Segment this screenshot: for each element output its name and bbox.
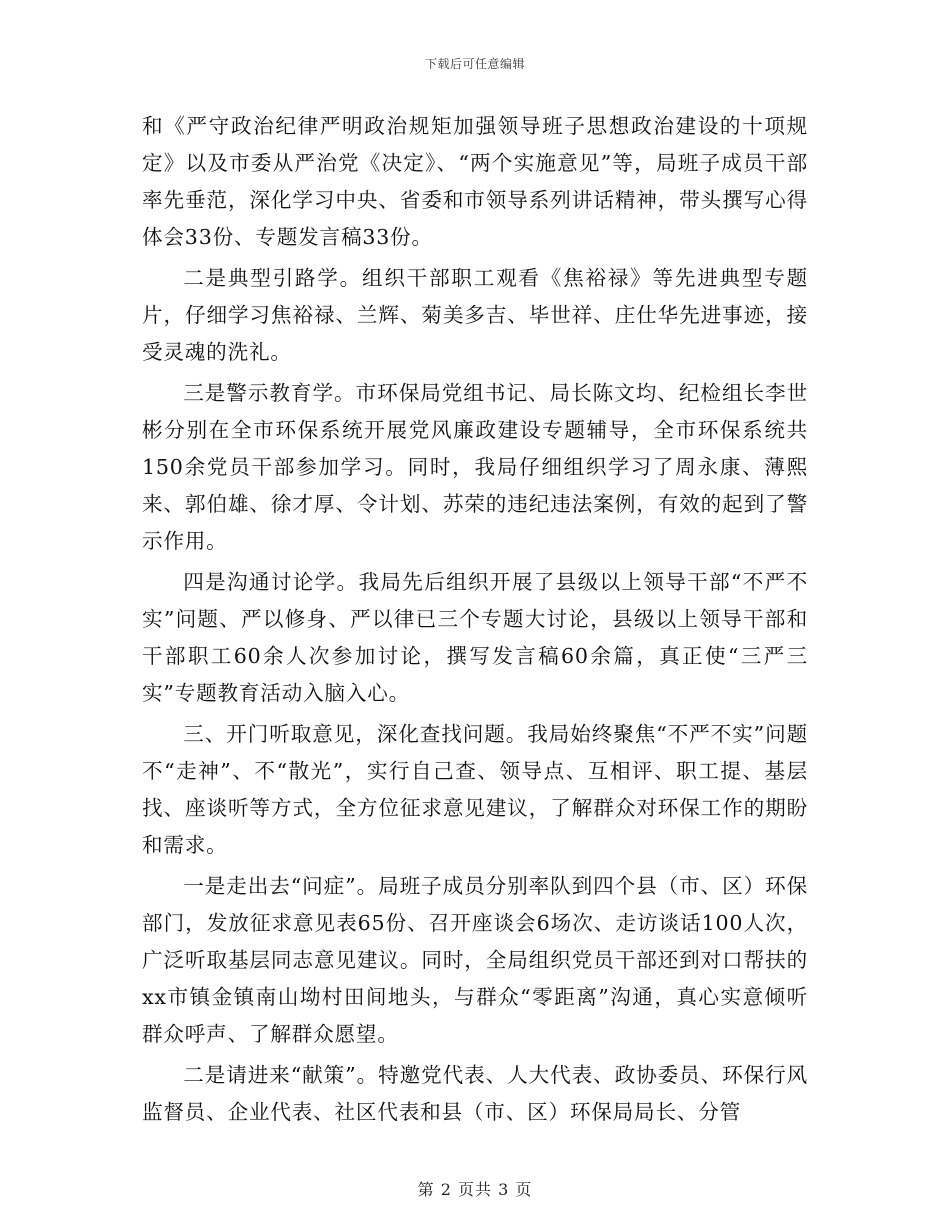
paragraph-2: 二是典型引路学。组织干部职工观看《焦裕禄》等先进典型专题片，仔细学习焦裕禄、兰辉、菊美多吉、毕世祥、庄仕华先进事迹，接受灵魂的洗礼。 xyxy=(142,266,808,364)
paragraph-4: 四是沟通讨论学。我局先后组织开展了县级以上领导干部“不严不实”问题、严以修身、严以律已三个专题大讨论，县级以上领导干部和干部职工60余人次参加讨论，撰写发言稿60余篇，真正使“三严三实”专题教育活动入脑入心。 xyxy=(142,570,808,705)
paragraph-7: 二是请进来“献策”。特邀党代表、人大代表、政协委员、环保行风监督员、企业代表、社区代表和县（市、区）环保局局长、分管 xyxy=(142,1063,808,1124)
page-number-footer: 第 2 页共 3 页 xyxy=(417,1180,533,1199)
document-body xyxy=(142,108,808,1135)
paragraph-1: 和《严守政治纪律严明政治规矩加强领导班子思想政治建设的十项规定》以及市委从严治党《决定》、“两个实施意见”等，局班子成员干部率先垂范，深化学习中央、省委和市领导系列讲话精神，带头撰写心得体会33份、专题发言稿33份。 xyxy=(142,114,808,249)
paragraph-3: 三是警示教育学。市环保局党组书记、局长陈文均、纪检组长李世彬分别在全市环保系统开展党风廉政建设专题辅导，全市环保系统共150余党员干部参加学习。同时，我局仔细组织学习了周永康、薄熙来、郭伯雄、徐才厚、令计划、苏荣的违纪违法案例，有效的起到了警示作用。 xyxy=(142,381,808,553)
paragraph-5: 三、开门听取意见，深化查找问题。我局始终聚焦“不严不实”问题不“走神”、不“散光”，实行自己查、领导点、互相评、职工提、基层找、座谈听等方式，全方位征求意见建议，了解群众对环保工作的期盼和需求。 xyxy=(142,722,808,857)
paragraph-6: 一是走出去“问症”。局班子成员分别率队到四个县（市、区）环保部门，发放征求意见表65份、召开座谈会6场次、走访谈话100人次，广泛听取基层同志意见建议。同时，全局组织党员干部还到对口帮扶的xx市镇金镇南山坳村田间地头，与群众“零距离”沟通，真心实意倾听群众呼声、了解群众愿望。 xyxy=(142,874,808,1046)
page-header: 下载后可任意编辑 xyxy=(424,57,525,71)
